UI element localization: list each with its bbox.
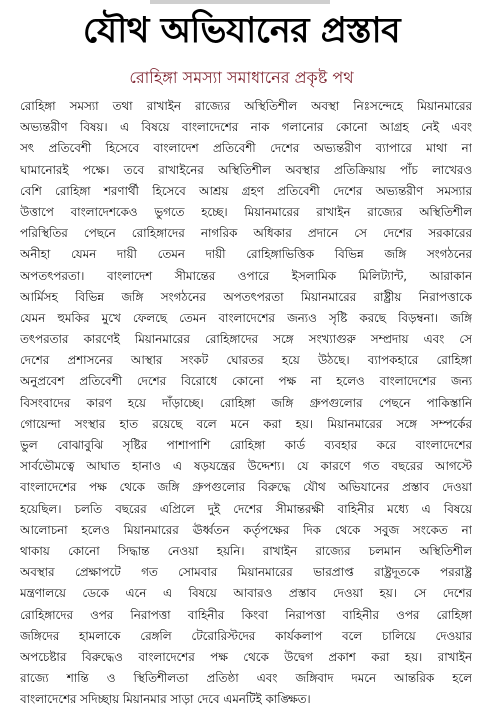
article-body-line: বাংলাদেশের পক্ষ থেকে জঙ্গি গ্রুপগুলোর বিরুদ্ধে যৌথ অভিযানের প্রস্তাব দেওয়া [20,480,472,495]
article-subheadline: রোহিঙ্গা সমস্যা সমাধানের প্রকৃষ্ট পথ [129,68,354,87]
article-body-line: রাজ্যে শান্তি ও স্থিতিশীলতা প্রতিষ্ঠা এবং জঙ্গিবাদ দমনে আন্তরিক হলে [20,671,472,686]
article-body-line: উত্তাপে বাংলাদেশকেও ভুগতে হচ্ছে। মিয়ানমারের রাখাইন রাজ্যের অস্থিতিশীল [20,204,472,219]
article-body-line: অভ্যন্তরীণ বিষয়। এ বিষয়ে বাংলাদেশের নাক গলানোর কোনো আগ্রহ নেই এবং [20,120,472,135]
article-body-line: সার্বভৌমত্বে আঘাত হানাও এ ষড়যন্ত্রের উদ্দেশ্য। যে কারণে গত বছরের আগস্টে [20,459,472,474]
article-body-line: অপচেষ্টার বিরুদ্ধেও বাংলাদেশের পক্ষ থেকে উদ্বেগ প্রকাশ করা হয়। রাখাইন [20,649,472,664]
article-body-line: আলোচনা হলেও মিয়ানমারের ঊর্ধ্বতন কর্তৃপক্ষের দিক থেকে সবুজ সংকেত না [20,522,472,537]
article-body-line: পরিস্থিতির পেছনে রোহিঙ্গাদের নাগরিক অধিকার প্রদানে সে দেশের সরকারের [20,226,472,241]
article-body [20,96,472,710]
article-body-line: সৎ প্রতিবেশী হিসেবে বাংলাদেশ প্রতিবেশী দেশের অভ্যন্তরীণ ব্যাপারে মাথা না [20,141,472,156]
article-body-line: আর্মিসহ বিভিন্ন জঙ্গি সংগঠনের অপতৎপরতা মিয়ানমারের রাষ্ট্রীয় নিরাপত্তাকে [20,289,472,304]
article-body-line: গোয়েন্দা সংস্থার হাত রয়েছে বলে মনে করা হয়। মিয়ানমারের সঙ্গে সম্পর্কের [20,416,472,431]
article-body-line: বিসংবাদের কারণ হয়ে দাঁড়াচ্ছে। রোহিঙ্গা জঙ্গি গ্রুপগুলোর পেছনে পাকিস্তানি [20,395,472,410]
article-body-line: রোহিঙ্গা সমস্যা তথা রাখাইন রাজ্যের অস্থিতিশীল অবস্থা নিঃসন্দেহে মিয়ানমারের [20,99,472,113]
article-body-line: যেমন হুমকির মুখে ফেলছে তেমন বাংলাদেশের জন্যও সৃষ্টি করছে বিড়ম্বনা। জঙ্গি [20,310,472,325]
article-body-line: বেশি রোহিঙ্গা শরণার্থী হিসেবে আশ্রয় গ্রহণ প্রতিবেশী দেশের অভ্যন্তরীণ সমস্যার [20,183,472,198]
article-body-line: অবস্থার প্রেক্ষাপটে গত সোমবার মিয়ানমারের ভারপ্রাপ্ত রাষ্ট্রদূতকে পররাষ্ট্র [20,565,472,580]
article-body-line: অনীহা যেমন দায়ী তেমন দায়ী রোহিঙ্গাভিত্তিক বিভিন্ন জঙ্গি সংগঠনের [20,247,472,262]
article-body-line: মন্ত্রণালয়ে ডেকে এনে এ বিষয়ে আবারও প্রস্তাব দেওয়া হয়। সে দেশের [20,586,472,601]
article-body-line: তৎপরতার কারণেই মিয়ানমারের রোহিঙ্গাদের সঙ্গে সংখ্যাগুরু সম্প্রদায় এবং সে [20,332,472,347]
article-body-line: অনুপ্রবেশ প্রতিবেশী দেশের বিরোধে কোনো পক্ষ না হলেও বাংলাদেশের জন্য [20,374,472,389]
article-body-line: ভুল বোঝাবুঝি সৃষ্টির পাশাপাশি রোহিঙ্গা কার্ড ব্যবহার করে বাংলাদেশের [20,438,472,452]
article-body-line: থাকায় কোনো সিদ্ধান্ত নেওয়া হয়নি। রাখাইন রাজ্যের চলমান অস্থিতিশীল [20,543,472,558]
article-body-line: জঙ্গিদের হামলাকে রেঙ্গলি টেরোরিস্টদের কার্যকলাপ বলে চালিয়ে দেওয়ার [20,628,472,643]
article-body-line: রোহিঙ্গাদের ওপর নিরাপত্তা বাহিনীর কিংবা নিরাপত্তা বাহিনীর ওপর রোহিঙ্গা [20,607,472,622]
article-body-line: বাংলাদেশের সদিচ্ছায় মিয়ানমার সাড়া দেবে এমনটিই কাঙ্ক্ষিত। [20,692,311,707]
article-headline: যৌথ অভিযানের প্রস্তাব [82,10,401,51]
article-body-line: ঘামানোরই পক্ষে। তবে রাখাইনের অস্থিতিশীল অবস্থার প্রতিক্রিয়ায় পাঁচ লাখেরও [20,162,472,177]
article-body-line: দেশের প্রশাসনের আস্থার সংকট ঘোরতর হয়ে উঠছে। ব্যাপকহারে রোহিঙ্গা [20,353,472,368]
article-body-line: অপতৎপরতা। বাংলাদেশ সীমান্তের ওপারে ইসলামিক মিলিট্যান্ট, আরাকান [20,268,472,283]
cropped-header-strip [150,0,330,4]
article-body-line: হয়েছিল। চলতি বছরের এপ্রিলে দুই দেশের সীমান্তরক্ষী বাহিনীর মধ্যে এ বিষয়ে [20,501,472,516]
